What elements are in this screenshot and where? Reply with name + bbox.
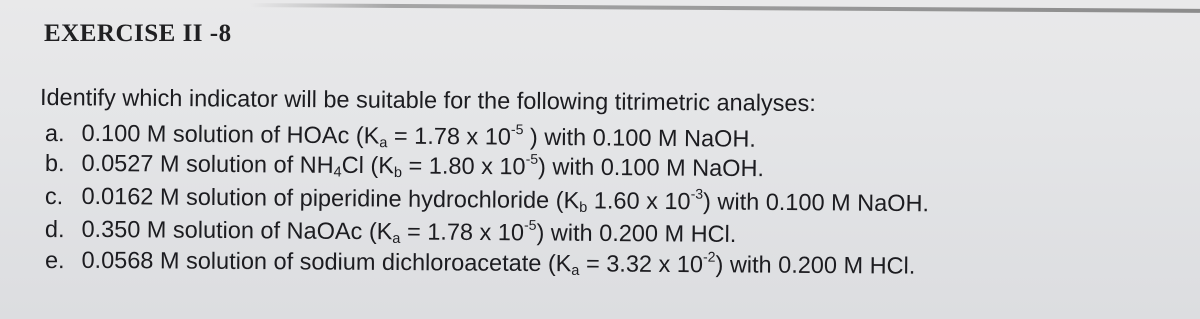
list-item-e: [45, 244, 916, 281]
item-marker: e.: [44, 246, 65, 273]
item-text: 0.0527 M solution of NH: [81, 149, 334, 178]
exponent: -5: [510, 121, 524, 138]
item-text: 0.100 M solution of HOAc (K: [81, 119, 380, 149]
item-text: ) with 0.100 M NaOH.: [702, 188, 930, 217]
subscript: a: [379, 135, 388, 152]
exponent: -5: [525, 150, 539, 167]
exercise-title: EXERCISE II -8: [44, 20, 232, 47]
subscript: a: [571, 262, 580, 279]
item-text: = 1.78 x 10: [400, 218, 525, 246]
item-marker: c.: [44, 182, 64, 209]
item-marker: d.: [44, 215, 65, 242]
item-text: ) with 0.100 M NaOH.: [523, 123, 757, 152]
item-text: 1.60 x 10: [587, 187, 691, 215]
exponent: -3: [690, 185, 704, 202]
item-text: 0.0162 M solution of piperidine hydrochloride (K: [81, 182, 580, 214]
item-text: 0.350 M solution of NaOAc (K: [81, 215, 393, 245]
item-text: Cl (K: [341, 151, 395, 179]
item-text: ) with 0.200 M HCl.: [715, 251, 916, 279]
list-item-b: [45, 147, 764, 184]
subscript: b: [579, 199, 588, 216]
exponent: -2: [702, 248, 716, 265]
top-border-line: [250, 3, 1200, 13]
item-text: = 3.32 x 10: [579, 250, 704, 278]
item-marker: a.: [44, 119, 65, 146]
subscript: 4: [333, 164, 342, 181]
item-text: = 1.78 x 10: [387, 122, 512, 150]
intro-instruction: Identify which indicator will be suitable for the following titrimetric analyses:: [39, 84, 816, 117]
subscript: b: [393, 164, 403, 182]
item-text: ) with 0.100 M NaOH.: [537, 153, 765, 182]
item-text: ) with 0.200 M HCl.: [536, 219, 737, 247]
item-text: 0.0568 M solution of sodium dichloroacetate (K: [81, 246, 572, 277]
subscript: a: [392, 230, 401, 247]
item-marker: b.: [44, 149, 65, 176]
item-text: = 1.80 x 10: [401, 152, 526, 180]
exponent: -5: [523, 216, 537, 233]
